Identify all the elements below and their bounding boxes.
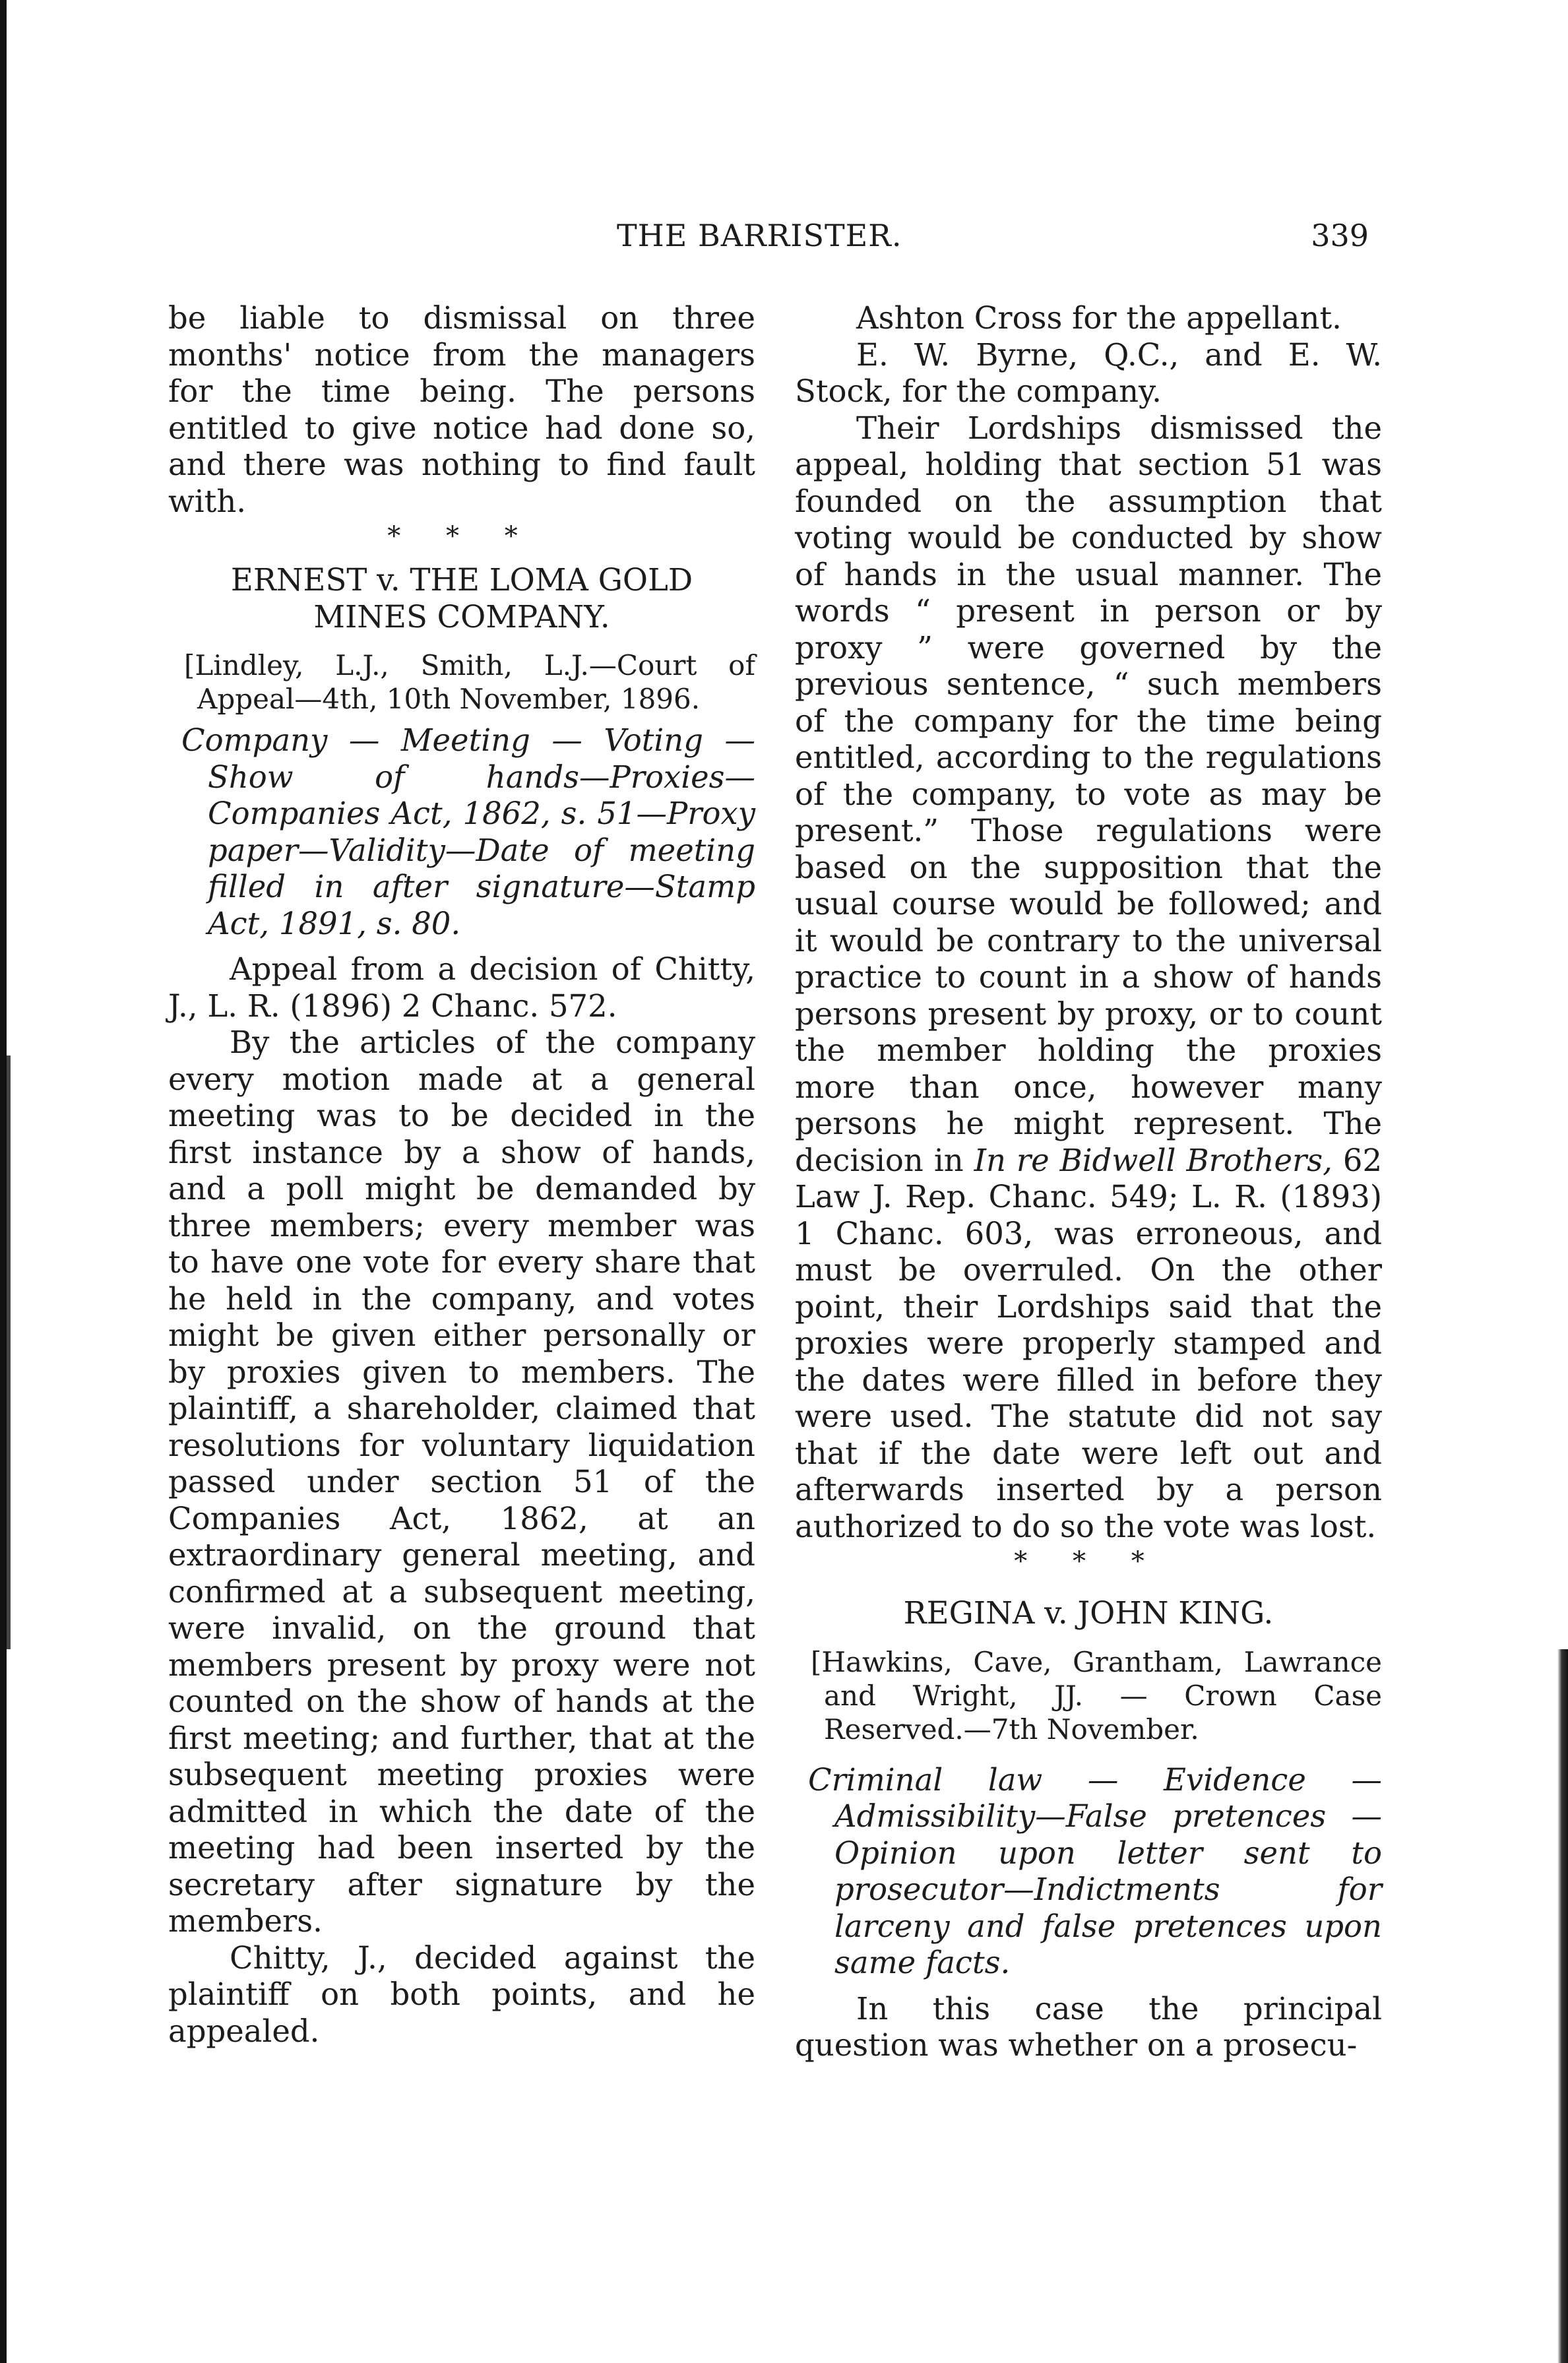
- cited-case: In re Bidwell Brothers,: [974, 1142, 1333, 1178]
- left-column: [168, 300, 755, 2050]
- decision-text-part2: 62 Law J. Rep. Chanc. 549; L. R. (1893) 1 Chanc. 603, was erroneous, and must be overruled. On the other point, their Lordships said that the proxies were properly stamped and the dates were filled in before they were used. The statute did not say that if the date were left out and afterwards inserted by a person authorized to do so the vote was lost.: [795, 1142, 1383, 1544]
- page-binding-shadow: [7, 1055, 11, 1649]
- paragraph-case: In this case the principal question was whether on a prosecu-: [795, 1990, 1382, 2063]
- case-title-ernest-line1: ERNEST v. THE LOMA GOLD: [230, 562, 693, 598]
- section-separator: * * *: [387, 521, 536, 551]
- paragraph-articles: By the articles of the company every motion made at a general meeting was to be decided in the first instance by a show of hands, and a poll might be demanded by three members; every member was to have one vote for every share that he held in the company, and votes might be given either personally or by proxies given to members. The plaintiff, a shareholder, claimed that resolutions for voluntary liquidation passed under section 51 of the Companies Act, 1862, at an extraordinary general meeting, and confirmed at a subsequent meeting, were invalid, on the ground that members present by proxy were not counted on the show of hands at the first meeting; and further, that at the subsequent meeting proxies were admitted in which the date of the meeting had been inserted by the secretary after signature by the members.: [168, 1024, 755, 1939]
- headnote: Company — Meeting — Voting — Show of hands—Proxies—Companies Act, 1862, s. 51—Proxy paper—Validity—Date of meeting filled in after signature—Stamp Act, 1891, s. 80.: [181, 722, 755, 941]
- running-header: [168, 212, 1369, 259]
- paragraph-continued: be liable to dismissal on three months' notice from the managers for the time being. The persons entitled to give notice had done so, and there was nothing to find fault with.: [168, 300, 755, 519]
- case-title-ernest-line2: MINES COMPANY.: [313, 598, 610, 635]
- court-citation: [Lindley, L.J., Smith, L.J.—Court of Appeal—4th, 10th November, 1896.: [184, 649, 755, 715]
- page-edge-right: [1557, 1649, 1568, 2363]
- case-title-regina: REGINA v. JOHN KING.: [903, 1595, 1274, 1631]
- paragraph-decision: [795, 410, 1382, 1546]
- section-separator-2: * * *: [1014, 1546, 1163, 1577]
- running-title: THE BARRISTER.: [617, 218, 902, 253]
- decision-text-part1: Their Lordships dismissed the appeal, holding that section 51 was founded on the assumption that voting would be conducted by show of hands in the usual manner. The words “ present in person or by proxy ” were governed by the previous sentence, “ such members of the company for the time being entitled, according to the regulations of the company, to vote as may be present.” Those regulations were based on the supposition that the usual course would be followed; and it would be contrary to the universal practice to count in a show of hands persons present by proxy, or to count the member holding the proxies more than once, however many persons he might represent. The decision in: [795, 410, 1382, 1178]
- counsel-company: E. W. Byrne, Q.C., and E. W. Stock, for the company.: [795, 336, 1382, 409]
- paragraph-appeal: Appeal from a decision of Chitty, J., L. R. (1896) 2 Chanc. 572.: [168, 951, 755, 1024]
- counsel-appellant: Ashton Cross for the appellant.: [856, 300, 1342, 336]
- page-binding-edge: [0, 0, 7, 2363]
- court-citation-2: [Hawkins, Cave, Grantham, Lawrance and Wright, JJ. — Crown Case Reserved.—7th November.: [811, 1645, 1382, 1746]
- page-number: 339: [1311, 218, 1369, 253]
- right-column: [795, 300, 1382, 2064]
- paragraph-chitty: Chitty, J., decided against the plaintiff on both points, and he appealed.: [168, 1939, 755, 2049]
- headnote-2: Criminal law — Evidence — Admissibility—False pretences — Opinion upon letter sent to prosecutor—Indictments for larceny and false pretences upon same facts.: [808, 1761, 1382, 1980]
